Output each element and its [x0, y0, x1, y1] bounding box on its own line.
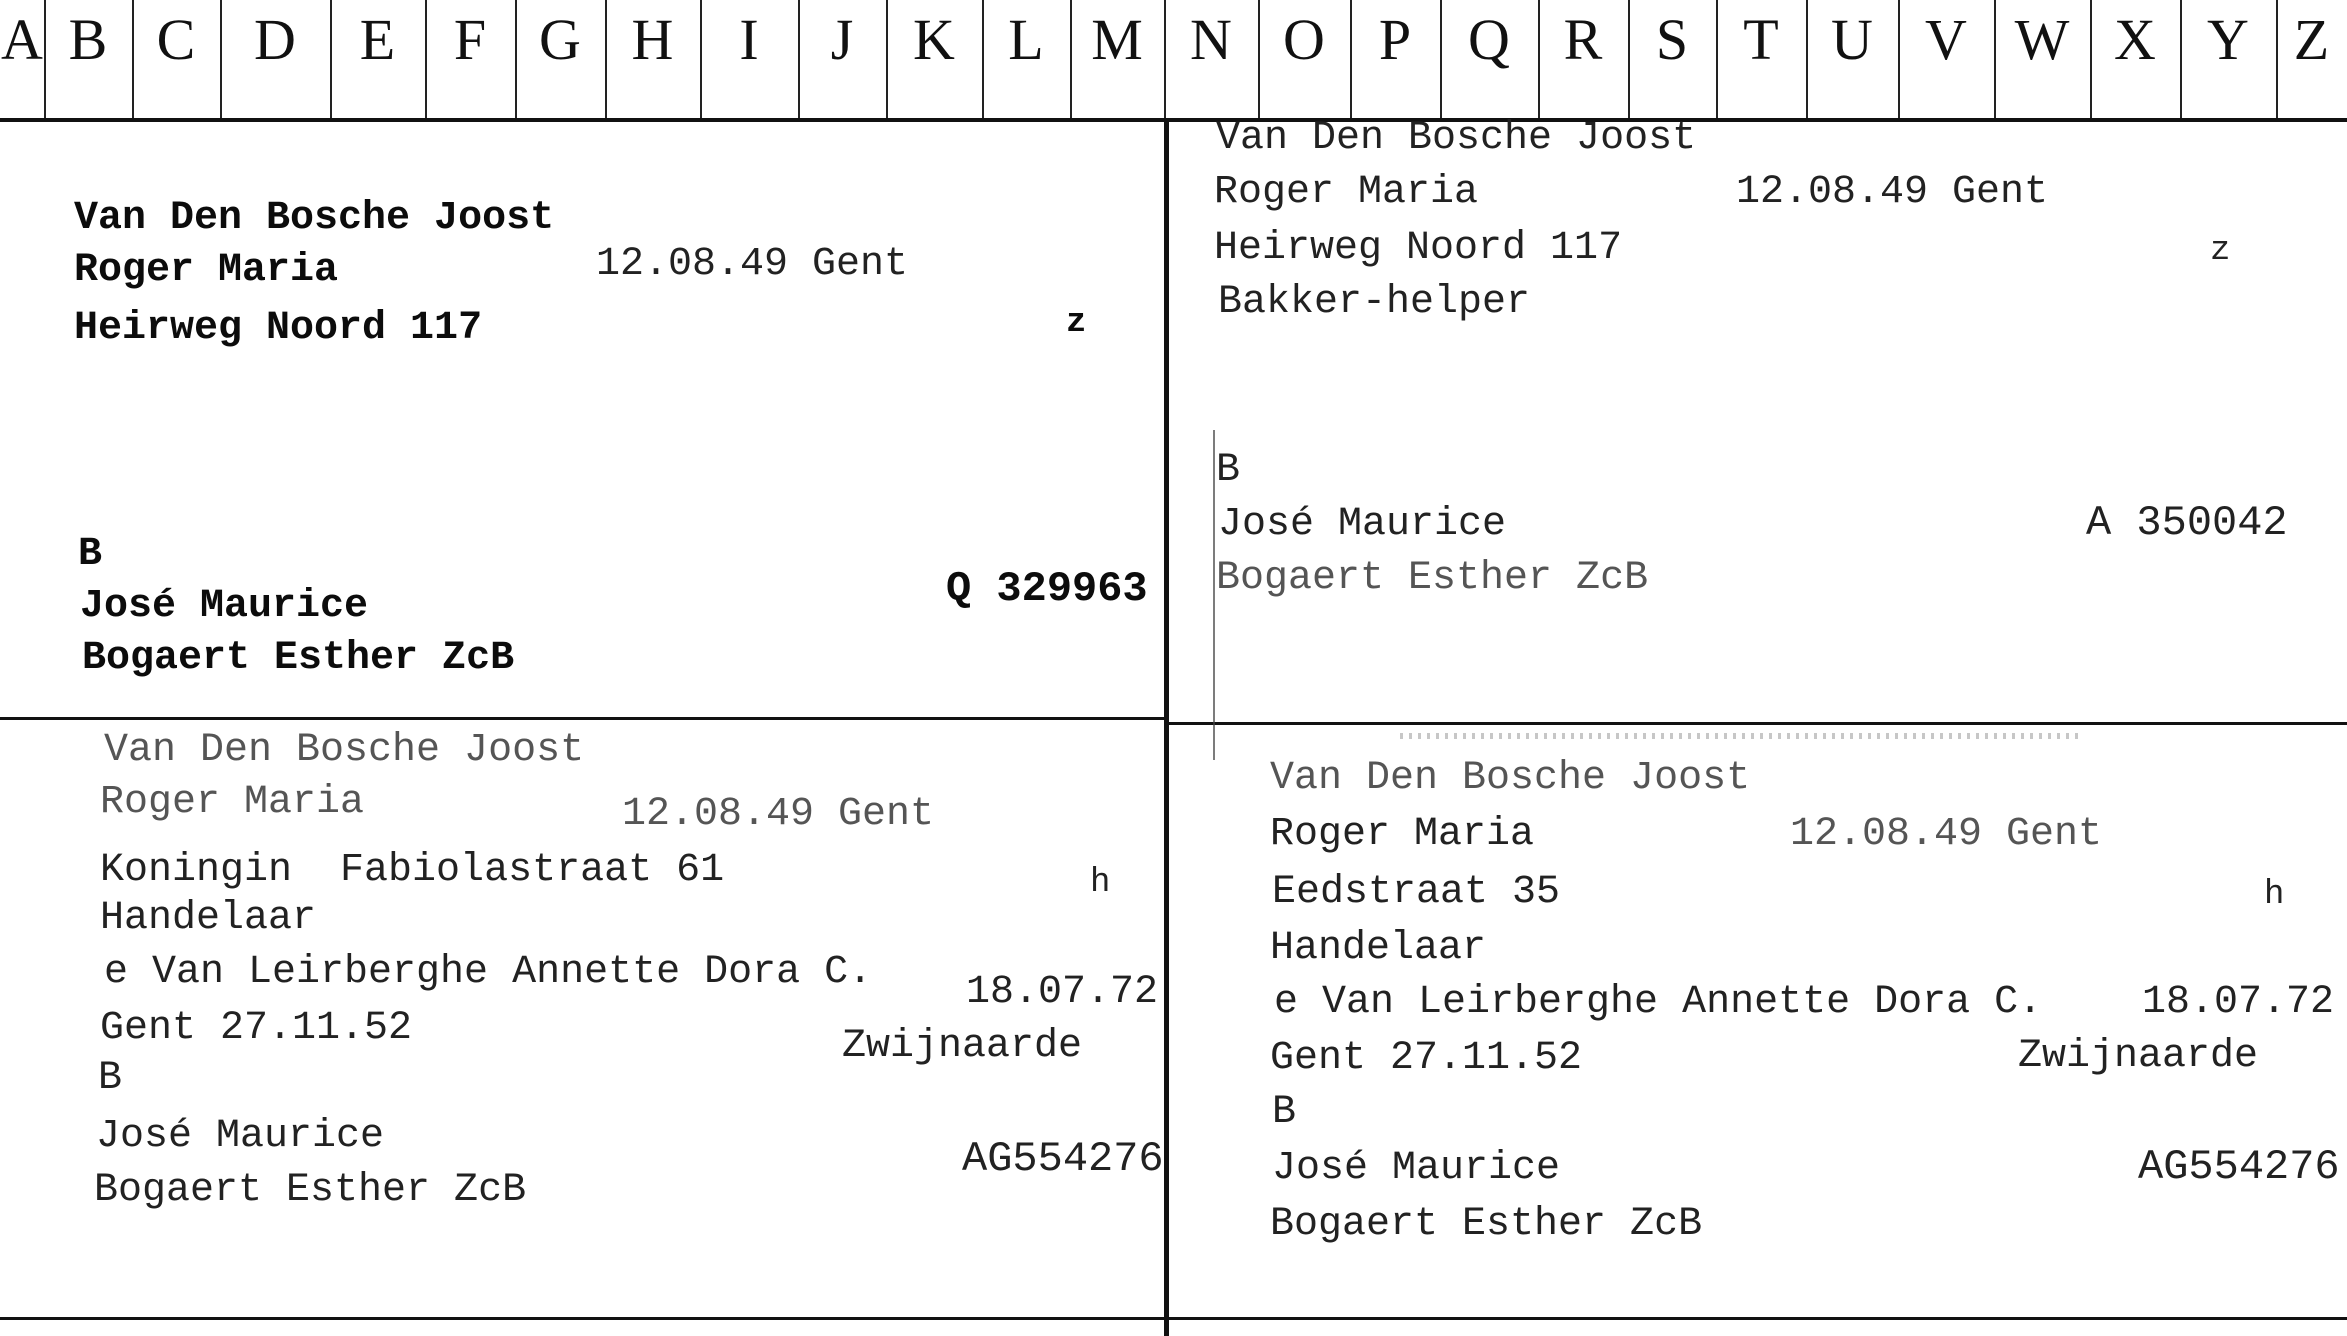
index-divider: [798, 0, 800, 118]
card-birth: 12.08.49 Gent: [1790, 812, 2103, 857]
index-divider: [886, 0, 888, 118]
index-divider: [1164, 0, 1166, 118]
index-divider: [1258, 0, 1260, 118]
card-letter: B: [98, 1056, 123, 1101]
index-divider: [132, 0, 134, 118]
index-letter-p: P: [1350, 0, 1440, 118]
card-address: Koningin Fabiolastraat 61: [100, 848, 725, 893]
index-letter-j: J: [798, 0, 886, 118]
index-letter-z: Z: [2276, 0, 2347, 118]
card-mother: Bogaert Esther ZcB: [82, 636, 515, 681]
card-address: Heirweg Noord 117: [1214, 226, 1623, 271]
card-mother: Bogaert Esther ZcB: [1216, 556, 1649, 601]
card-spouse: e Van Leirberghe Annette Dora C.: [104, 950, 873, 995]
index-letter-c: C: [132, 0, 220, 118]
index-letter-e: E: [330, 0, 425, 118]
card-occupation: Handelaar: [100, 896, 317, 941]
card-given-names: Roger Maria: [100, 780, 365, 825]
card-parent-given: José Maurice: [1218, 502, 1507, 547]
index-letter-q: Q: [1440, 0, 1538, 118]
card-number: AG554276: [962, 1135, 1164, 1183]
index-letter-i: I: [700, 0, 798, 118]
card-marriage-date: 18.07.72: [966, 970, 1159, 1015]
card-spouse: e Van Leirberghe Annette Dora C.: [1274, 980, 2043, 1025]
card-letter: B: [1216, 448, 1241, 493]
card-birth: 12.08.49 Gent: [596, 242, 909, 287]
card-given-names: Roger Maria: [74, 248, 339, 293]
card-spouse-birth: Gent 27.11.52: [100, 1006, 413, 1051]
card-name: Van Den Bosche Joost: [74, 196, 555, 241]
index-divider: [1628, 0, 1630, 118]
card-letter: B: [1272, 1090, 1297, 1135]
horizontal-divider-left: [0, 717, 1166, 720]
card-marriage-date: 18.07.72: [2142, 980, 2335, 1025]
card-mark: z: [1066, 304, 1087, 342]
index-letter-s: S: [1628, 0, 1716, 118]
index-divider: [1538, 0, 1540, 118]
card-mother: Bogaert Esther ZcB: [94, 1168, 527, 1213]
card-address: Eedstraat 35: [1272, 870, 1561, 915]
index-letter-o: O: [1258, 0, 1350, 118]
index-divider: [220, 0, 222, 118]
card-birth: 12.08.49 Gent: [622, 792, 935, 837]
index-divider: [1070, 0, 1072, 118]
card-name: Van Den Bosche Joost: [1216, 116, 1697, 161]
card-mark: z: [2210, 232, 2231, 270]
index-letter-k: K: [886, 0, 982, 118]
card-letter: B: [78, 532, 103, 577]
scan-noise: [1400, 733, 2080, 739]
index-divider: [1898, 0, 1900, 118]
index-divider: [2180, 0, 2182, 118]
fold-mark: [1213, 430, 1215, 760]
index-letter-w: W: [1994, 0, 2090, 118]
card-number: A 350042: [2086, 499, 2288, 547]
index-letter-t: T: [1716, 0, 1806, 118]
index-letter-f: F: [425, 0, 515, 118]
index-letter-x: X: [2090, 0, 2180, 118]
bottom-border: [0, 1317, 2347, 1320]
index-letter-v: V: [1898, 0, 1994, 118]
card-number: Q 329963: [946, 565, 1148, 613]
card-mother: Bogaert Esther ZcB: [1270, 1202, 1703, 1247]
index-letter-y: Y: [2180, 0, 2276, 118]
index-letter-m: M: [1070, 0, 1164, 118]
index-divider: [1350, 0, 1352, 118]
index-divider: [515, 0, 517, 118]
card-occupation: Bakker-helper: [1218, 280, 1531, 325]
card-occupation: Handelaar: [1270, 926, 1487, 971]
index-divider: [1994, 0, 1996, 118]
index-letter-r: R: [1538, 0, 1628, 118]
index-letter-l: L: [982, 0, 1070, 118]
card-mark: h: [2264, 876, 2285, 914]
index-divider: [1716, 0, 1718, 118]
alphabet-index-strip: [0, 0, 2347, 122]
index-letter-h: H: [605, 0, 700, 118]
index-divider: [700, 0, 702, 118]
card-number: AG554276: [2138, 1143, 2340, 1191]
card-spouse-birth: Gent 27.11.52: [1270, 1036, 1583, 1081]
index-divider: [44, 0, 46, 118]
card-parent-given: José Maurice: [1272, 1146, 1561, 1191]
horizontal-divider-right: [1168, 722, 2347, 725]
index-letter-b: B: [44, 0, 132, 118]
card-given-names: Roger Maria: [1214, 170, 1479, 215]
index-letter-a: A: [1, 7, 43, 72]
index-divider: [1806, 0, 1808, 118]
card-marriage-place: Zwijnaarde: [842, 1024, 1083, 1069]
card-name: Van Den Bosche Joost: [1270, 756, 1751, 801]
card-name: Van Den Bosche Joost: [104, 728, 585, 773]
card-marriage-place: Zwijnaarde: [2018, 1034, 2259, 1079]
index-divider: [1440, 0, 1442, 118]
card-parent-given: José Maurice: [80, 584, 369, 629]
card-parent-given: José Maurice: [96, 1114, 385, 1159]
index-divider: [605, 0, 607, 118]
index-divider: [425, 0, 427, 118]
card-given-names: Roger Maria: [1270, 812, 1535, 857]
card-mark: h: [1090, 864, 1111, 902]
card-address: Heirweg Noord 117: [74, 306, 483, 351]
card-birth: 12.08.49 Gent: [1736, 170, 2049, 215]
index-divider: [2276, 0, 2278, 118]
index-letter-n: N: [1164, 0, 1258, 118]
index-divider: [330, 0, 332, 118]
vertical-divider: [1164, 118, 1169, 1336]
index-divider: [982, 0, 984, 118]
index-letter-u: U: [1806, 0, 1898, 118]
index-letter-g: G: [515, 0, 605, 118]
index-letter-d: D: [220, 0, 330, 118]
index-divider: [2090, 0, 2092, 118]
